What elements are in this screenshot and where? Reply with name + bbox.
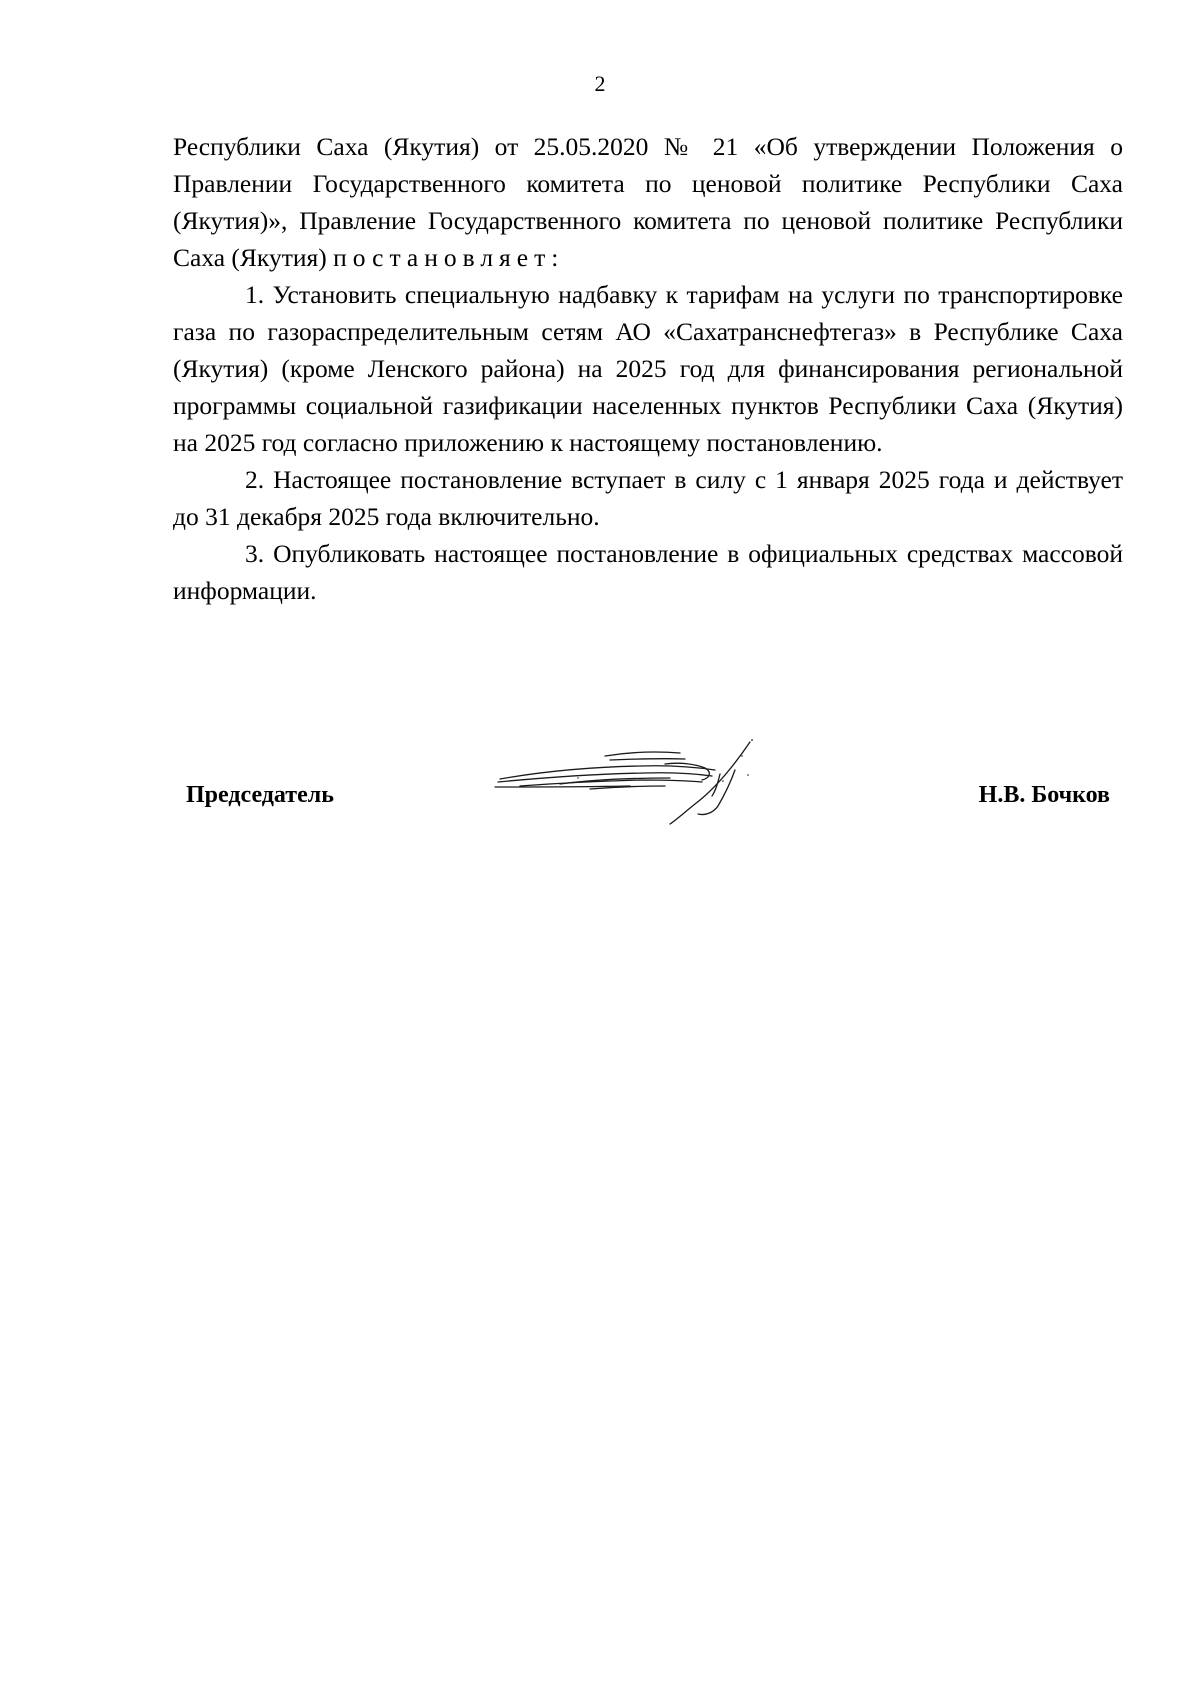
resolution-item-3: 3. Опубликовать настоящее постановление в официальных средствах массовой информации.	[173, 539, 1123, 605]
resolution-item-1: 1. Установить специальную надбавку к тарифам на услуги по транспортировке газа по газораспределительным сетям АО «Сахатранснефтегаз» в Республике Саха (Якутия) (кроме Ленского района) на 2025 год для финансирования региональной программы социальной газификации населенных пунктов Республики Саха (Якутия) на 2025 год согласно приложению к настоящему постановлению.	[173, 280, 1123, 457]
resolution-item-2: 2. Настоящее постановление вступает в силу с 1 января 2025 года и действует до 31 декабря 2025 года включительно.	[173, 465, 1123, 531]
page-number: 2	[594, 71, 606, 96]
document-body	[173, 128, 1123, 609]
intro-paragraph	[173, 128, 1123, 276]
intro-lead-text: Республики Саха (Якутия) от 25.05.2020 № 21 «Об утверждении Положения о Правлении Государственного комитета по ценовой политике Республики Саха (Якутия)», Правление Государственного комитета по ценовой политике Республики Саха (Якутия)	[173, 132, 1123, 272]
signature-block	[180, 770, 1110, 840]
signatory-name: Н.В. Бочков	[978, 782, 1110, 808]
signatory-title: Председатель	[186, 782, 334, 808]
resolution-keyword: постановляет	[333, 243, 552, 272]
intro-tail-text: :	[551, 243, 559, 272]
handwritten-signature	[480, 734, 780, 834]
